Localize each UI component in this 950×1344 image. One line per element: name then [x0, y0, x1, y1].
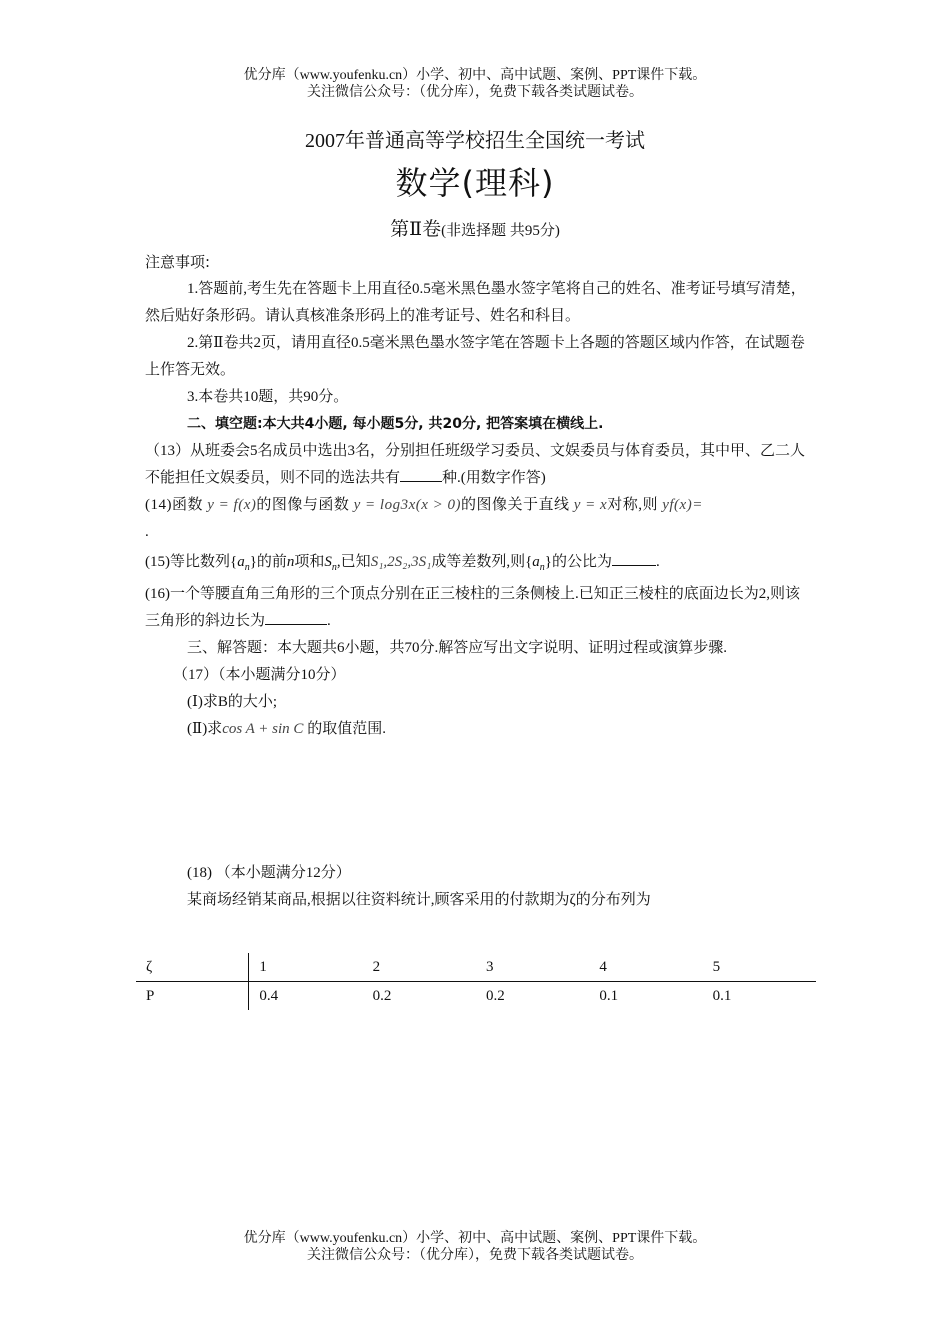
notice-title: 注意事项: — [145, 253, 211, 271]
q14-math-1: y = f(x) — [207, 497, 257, 513]
q15-part-f: }的公比为 — [544, 554, 612, 570]
subject-title: 数学(理科) — [395, 164, 555, 202]
table-cell: 4 — [589, 953, 702, 982]
q14-part-e: . — [145, 524, 150, 540]
section3-title: 三、解答题：本大题共6小题，共70分.解答应写出文字说明、证明过程或演算步骤. — [187, 640, 728, 656]
q16-text: (16)一个等腰直角三角形的三个顶点分别在正三棱柱的三条侧棱上.已知正三棱柱的底面边长为2,则该三角形的斜边长为 — [145, 586, 800, 629]
exam-title: 2007年普通高等学校招生全国统一考试 — [305, 130, 645, 152]
q15-a-symbol: a — [237, 554, 245, 570]
header-line-1: 优分库（www.youfenku.cn）小学、初中、高中试题、案例、PPT课件下载。 — [243, 68, 707, 83]
volume-title — [0, 214, 950, 241]
q14-part-b: 的图像与函数 — [256, 497, 350, 513]
table-cell: 0.2 — [485, 987, 505, 1004]
q15-part-a: (15)等比数列{ — [145, 554, 238, 570]
q14-part-d: 对称,则 — [607, 497, 658, 513]
q18-title: (18) （本小题满分12分） — [187, 865, 351, 881]
q13-answer-blank — [400, 465, 442, 482]
volume-main: 第Ⅱ卷 — [390, 219, 442, 240]
q17-part-2 — [145, 716, 811, 743]
q14-math-4: yf(x)= — [662, 497, 703, 513]
q17-part-2-math: cos A + sin C — [222, 721, 304, 737]
q16-answer-blank — [265, 608, 327, 625]
table-cell: 3 — [476, 953, 589, 982]
q16-tail: . — [327, 613, 331, 629]
table-row-head: ζ — [136, 953, 249, 982]
q14-math-3: y = x — [573, 497, 608, 513]
question-16 — [145, 581, 811, 635]
table-row — [136, 953, 816, 982]
answer-space — [145, 743, 811, 860]
q15-part-c: 项和 — [294, 554, 325, 570]
table-cell: 1 — [249, 953, 363, 982]
section2-title: 二、填空题:本大共4小题, 每小题5分, 共20分, 把答案填在横线上. — [187, 416, 604, 432]
q15-s-subscript: n — [331, 562, 337, 573]
q17-title: （17）（本小题满分10分） — [173, 667, 346, 683]
table-cell: 5 — [703, 953, 816, 982]
table-cell: 0.1 — [712, 987, 732, 1004]
page-footer — [0, 1230, 950, 1264]
q15-part-e: 成等差数列,则{ — [431, 554, 533, 570]
question-15 — [145, 549, 811, 581]
q15-n-symbol: n — [286, 554, 295, 570]
q14-part-c: 的图像关于直线 — [461, 497, 570, 513]
table-row — [136, 982, 816, 1011]
q18-text: 某商场经销某商品,根据以往资料统计,顾客采用的付款期为ζ的分布列为 — [187, 892, 651, 908]
footer-line-2: 关注微信公众号：（优分库），免费下载各类试题试卷。 — [307, 1248, 643, 1263]
table-row-head: P — [136, 982, 249, 1011]
table-cell: 0.4 — [259, 987, 279, 1004]
q15-s-symbol: S — [324, 554, 332, 570]
q17-part-2-post: 的取值范围. — [307, 721, 386, 737]
question-14 — [145, 492, 811, 546]
q17-part-2-pre: (Ⅱ)求 — [187, 721, 223, 737]
header-line-2: 关注微信公众号：（优分库），免费下载各类试题试卷。 — [307, 85, 643, 100]
q15-answer-blank — [612, 549, 656, 566]
document-body — [145, 249, 811, 914]
notice-item-2: 2.第Ⅱ卷共2页，请用直径0.5毫米黑色墨水签字笔在答题卡上各题的答题区域内作答，在试题卷上作答无效。 — [145, 335, 805, 378]
q13-text: （13）从班委会5名成员中选出3名，分别担任班级学习委员、文娱委员与体育委员，其中甲、乙二人不能担任文娱委员，则不同的选法共有 — [145, 443, 806, 486]
q17-part-1: (Ⅰ)求B的大小; — [187, 694, 278, 710]
q15-part-d: ,已知 — [336, 554, 371, 570]
page-header — [0, 67, 950, 101]
q13-tail: 种.(用数字作答) — [442, 470, 546, 486]
footer-line-1: 优分库（www.youfenku.cn）小学、初中、高中试题、案例、PPT课件下载。 — [243, 1231, 707, 1246]
q14-math-2: y = log3x(x > 0) — [353, 497, 461, 513]
q15-part-b: }的前 — [249, 554, 287, 570]
notice-item-3: 3.本卷共10题，共90分。 — [187, 389, 349, 405]
table-cell: 0.2 — [372, 987, 392, 1004]
q15-a-subscript: n — [244, 562, 250, 573]
q15-math: S₁,2S₂,3S₁ — [370, 554, 432, 570]
notice-item-1: 1.答题前,考生先在答题卡上用直径0.5毫米黑色墨水签字笔将自己的姓名、准考证号填写清楚，然后贴好条形码。请认真核准条形码上的准考证号、姓名和科目。 — [145, 281, 806, 324]
table-cell: 2 — [363, 953, 476, 982]
volume-note: (非选择题 共95分) — [441, 223, 560, 239]
q15-a-subscript-2: n — [539, 562, 545, 573]
q14-part-a: (14)函数 — [145, 497, 203, 513]
table-cell: 0.1 — [599, 987, 619, 1004]
distribution-table — [136, 953, 816, 1010]
q15-part-g: . — [656, 554, 660, 570]
question-13 — [145, 438, 811, 492]
q15-a-symbol-2: a — [532, 554, 540, 570]
